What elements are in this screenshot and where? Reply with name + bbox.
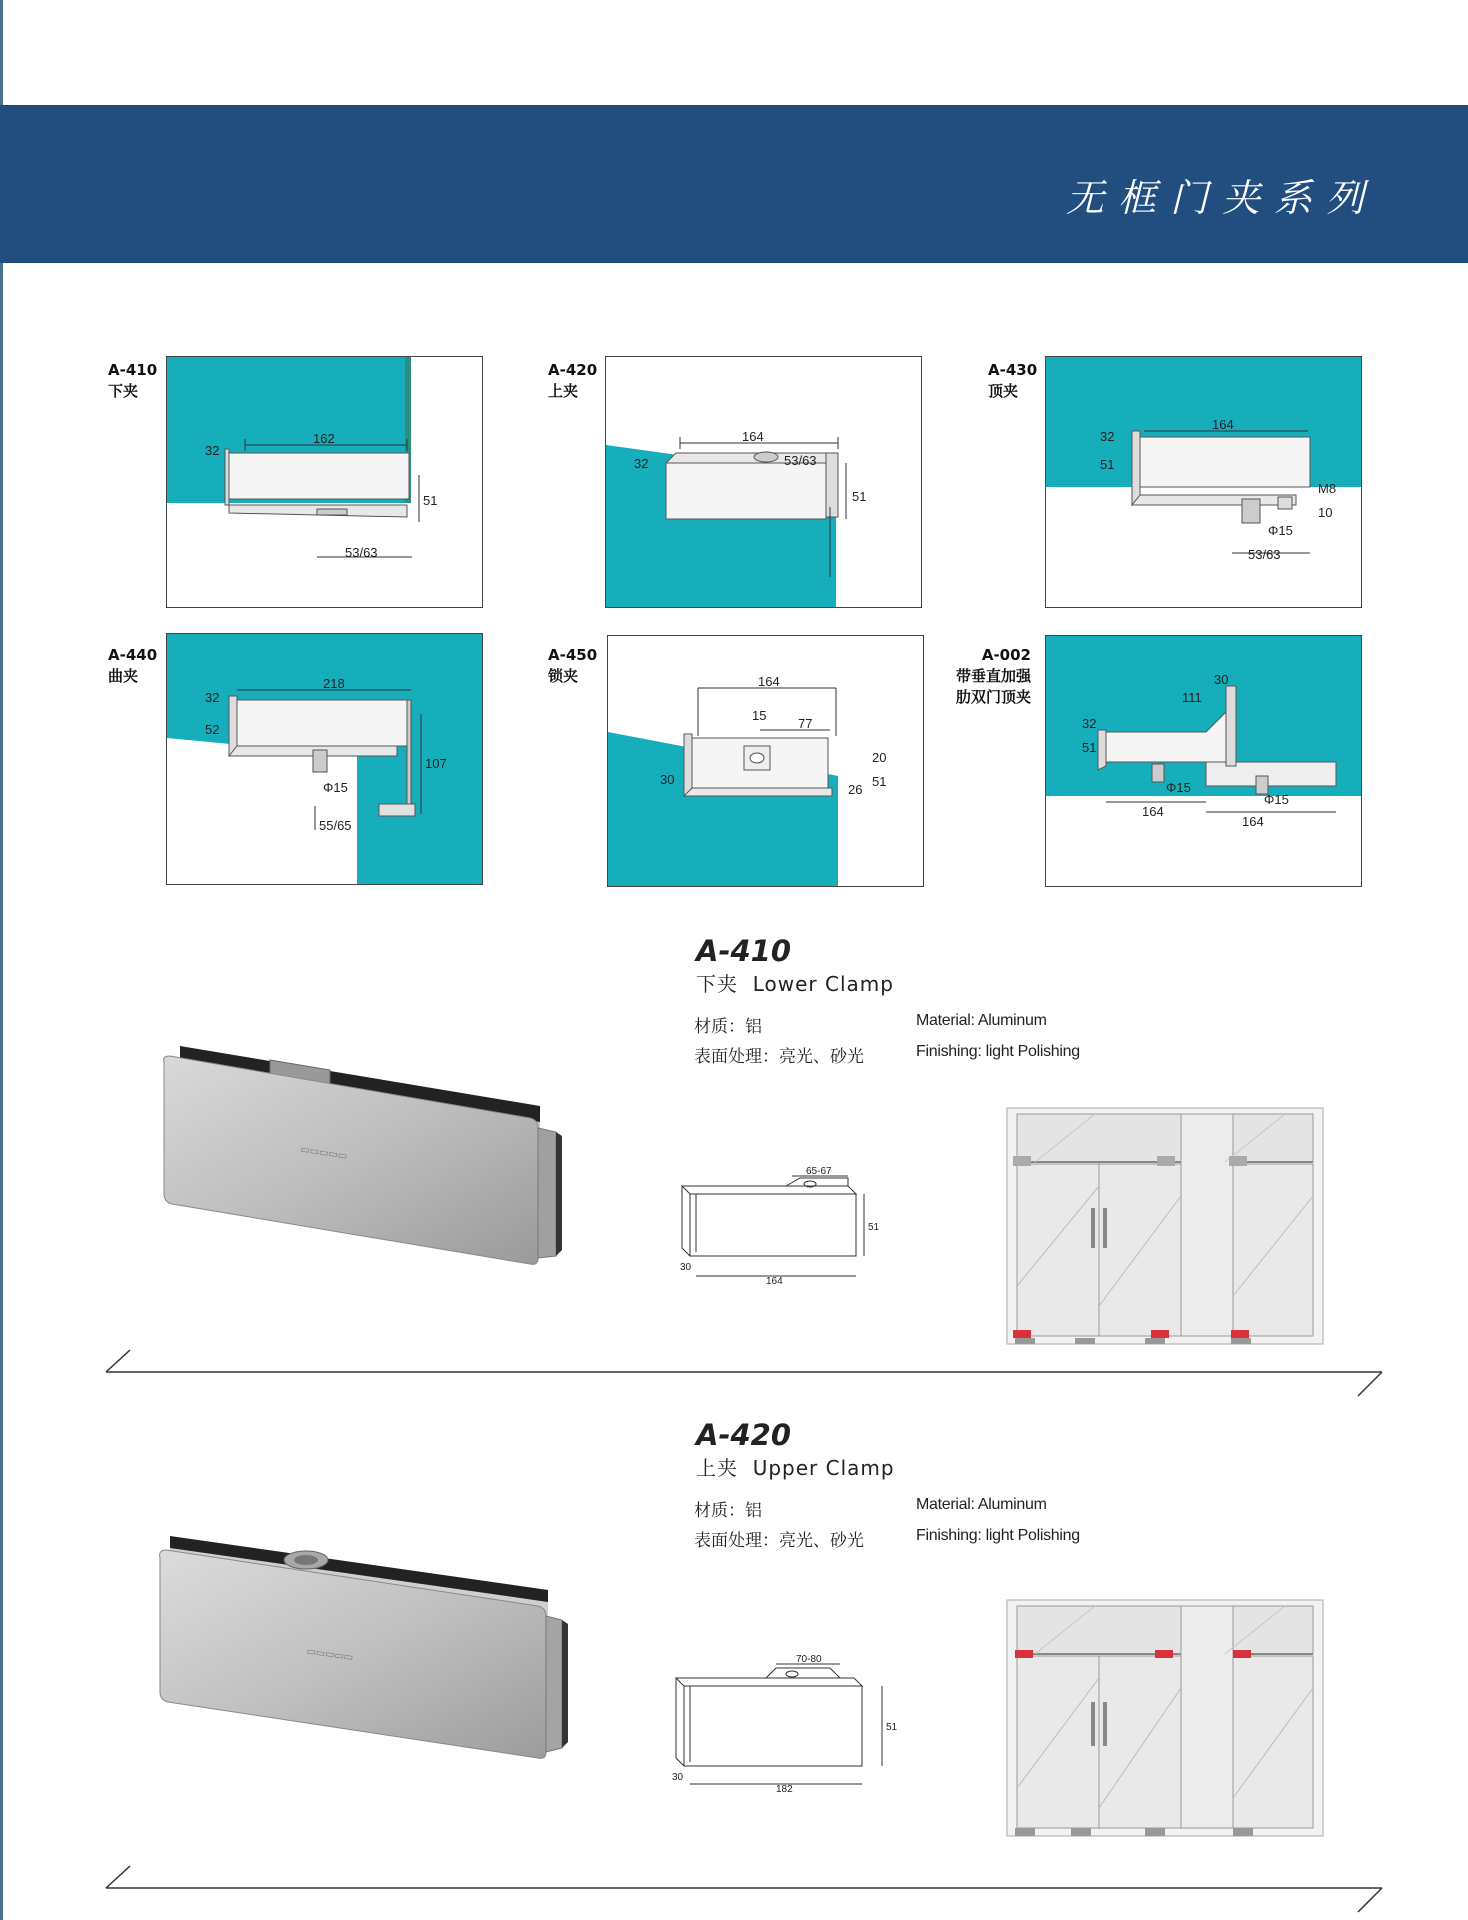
a430-drawing: [1046, 357, 1361, 607]
dim-text: 53/63: [784, 453, 817, 468]
dim-text: 32: [205, 690, 220, 705]
finishing-en: Finishing: light Polishing: [916, 1527, 1080, 1544]
dim-text: 164: [1212, 417, 1234, 432]
dim-text: 30: [680, 1262, 692, 1273]
thumb-a420: [605, 356, 922, 608]
thumb-code: A-430: [988, 361, 1038, 379]
dim-text: 111: [1182, 690, 1202, 705]
dim-text: 164: [758, 674, 780, 689]
dim-text: 51: [852, 489, 867, 504]
dim-text: 51: [872, 774, 887, 789]
thumb-name: 锁夹: [548, 667, 579, 685]
product-name: [696, 1452, 895, 1481]
dim-text: 164: [1142, 804, 1164, 819]
dim-text: 30: [660, 772, 675, 787]
material-zh: 材质：铝: [694, 1501, 762, 1521]
dim-text: Φ15: [323, 780, 348, 795]
thumb-a410: [166, 356, 483, 608]
header-banner: [0, 105, 1468, 263]
product-name-en: Upper Clamp: [752, 1456, 895, 1480]
thumb-label-a002: [945, 645, 1031, 708]
dim-text: 32: [634, 456, 649, 471]
svg-text:▭▭▭▭▭: ▭▭▭▭▭: [305, 1646, 354, 1664]
dim-text: 162: [313, 431, 335, 446]
dim-text: M8: [1318, 481, 1337, 496]
svg-text:▭▭▭▭▭: ▭▭▭▭▭: [299, 1144, 348, 1163]
dim-text: Φ15: [1166, 780, 1191, 795]
door-illustration-a410: [1005, 1106, 1325, 1346]
dim-text: 164: [1242, 814, 1264, 829]
thumb-label-a440: [108, 645, 157, 687]
a410-drawing: [167, 357, 482, 607]
thumb-name: 带垂直加强: [955, 667, 1031, 685]
page-title: 无框门夹系列: [1065, 176, 1378, 220]
dim-text: 32: [205, 443, 220, 458]
product-name-en: Lower Clamp: [752, 972, 894, 996]
drawing-a410: [676, 1166, 916, 1287]
product-photo-a410: [160, 1036, 580, 1276]
thumb-label-a410: [108, 360, 157, 402]
drawing-a420: [670, 1644, 910, 1794]
dim-text: 32: [1082, 716, 1097, 731]
thumb-a430: [1045, 356, 1362, 608]
dim-text: 51: [868, 1222, 880, 1233]
thumb-code: A-002: [981, 646, 1031, 664]
section-divider: [100, 1346, 1390, 1400]
thumb-code: A-420: [548, 361, 598, 379]
thumb-label-a430: [988, 360, 1037, 402]
dim-text: 77: [798, 716, 813, 731]
section-divider: [100, 1860, 1390, 1916]
dim-text: 53/63: [345, 545, 378, 560]
product-name-zh: 上夹: [696, 1456, 738, 1480]
dim-text: 65-67: [806, 1166, 832, 1177]
product-photo-a420: [156, 1530, 576, 1770]
thumb-a002: [1045, 635, 1362, 887]
dim-text: 51: [423, 493, 438, 508]
material-en: Material: Aluminum: [916, 1496, 1047, 1513]
dim-text: 20: [872, 750, 887, 765]
dim-text: 52: [205, 722, 220, 737]
dim-text: 10: [1318, 505, 1333, 520]
finishing-en: Finishing: light Polishing: [916, 1043, 1080, 1060]
thumb-code: A-440: [108, 646, 158, 664]
dim-text: 15: [752, 708, 767, 723]
dim-text: 107: [425, 756, 447, 771]
dim-text: 164: [742, 429, 764, 444]
dim-text: 30: [1214, 672, 1229, 687]
thumb-name: 肋双门顶夹: [955, 688, 1031, 706]
a440-drawing: [167, 634, 482, 884]
dim-text: 51: [1082, 740, 1097, 755]
finishing-zh: 表面处理：亮光、砂光: [694, 1047, 864, 1067]
thumb-label-a450: [548, 645, 597, 687]
product-name: [696, 968, 894, 997]
a002-drawing: [1046, 636, 1361, 886]
thumb-a450: [607, 635, 924, 887]
finishing-zh: 表面处理：亮光、砂光: [694, 1531, 864, 1551]
dim-text: Φ15: [1268, 523, 1293, 538]
dim-text: 182: [776, 1784, 793, 1795]
dim-text: Φ15: [1264, 792, 1289, 807]
a450-drawing: [608, 636, 923, 886]
dim-text: 53/63: [1248, 547, 1281, 562]
dim-text: 32: [1100, 429, 1115, 444]
thumb-a440: [166, 633, 483, 885]
thumb-name: 曲夹: [108, 667, 139, 685]
material-zh: 材质：铝: [694, 1017, 762, 1037]
thumb-name: 顶夹: [988, 382, 1019, 400]
product-name-zh: 下夹: [696, 972, 738, 996]
dim-text: 164: [766, 1276, 783, 1287]
door-illustration-a420: [1005, 1598, 1325, 1838]
left-edge-line: [0, 0, 3, 1920]
thumb-name: 上夹: [548, 382, 579, 400]
thumb-code: A-410: [108, 361, 158, 379]
material-en: Material: Aluminum: [916, 1012, 1047, 1029]
dim-text: 51: [1100, 457, 1115, 472]
thumb-code: A-450: [548, 646, 598, 664]
dim-text: 55/65: [319, 818, 352, 833]
a420-drawing: [606, 357, 921, 607]
dim-text: 218: [323, 676, 345, 691]
thumb-label-a420: [548, 360, 597, 402]
product-code: A-410: [696, 934, 792, 968]
dim-text: 30: [672, 1772, 684, 1783]
product-code: A-420: [696, 1418, 792, 1452]
dim-text: 26: [848, 782, 863, 797]
thumb-name: 下夹: [108, 382, 139, 400]
dim-text: 70-80: [796, 1654, 822, 1665]
dim-text: 51: [886, 1722, 898, 1733]
